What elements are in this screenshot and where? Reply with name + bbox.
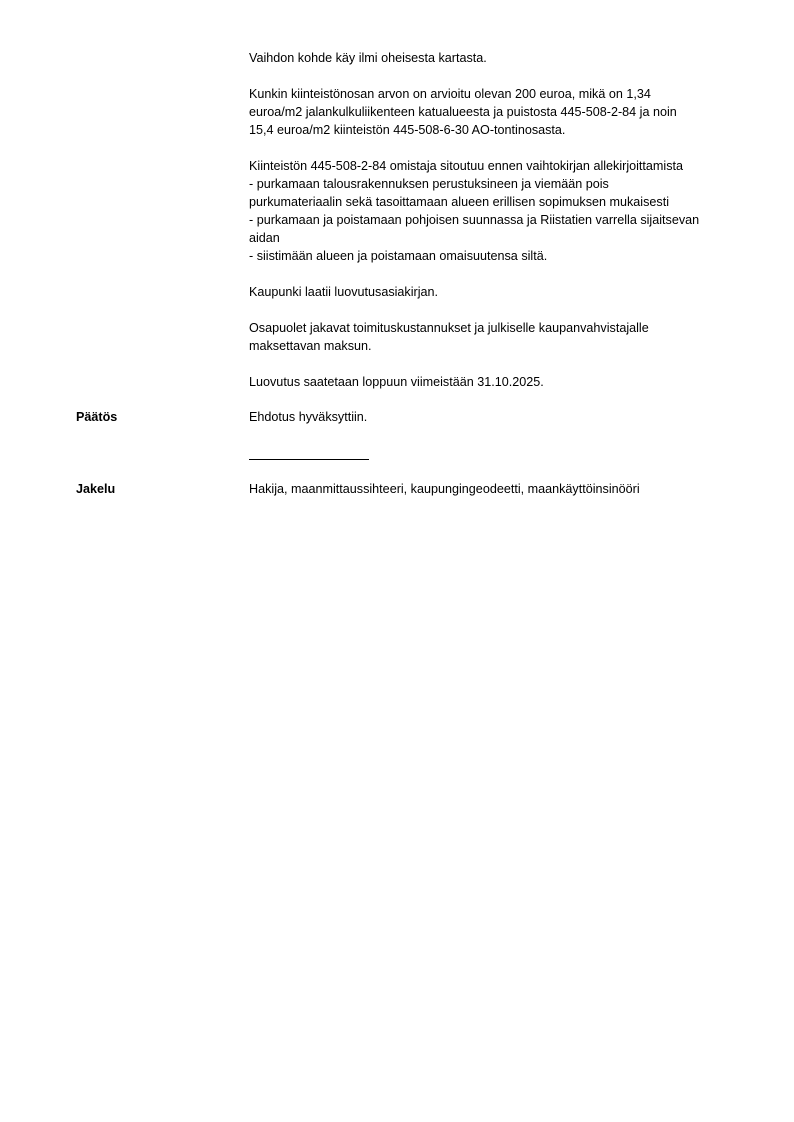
decision-text: Ehdotus hyväksyttiin.	[249, 410, 368, 424]
text-line: Vaihdon kohde käy ilmi oheisesta kartasta.	[249, 51, 487, 65]
text-line: maksettavan maksun.	[249, 339, 372, 353]
paragraph-valuation	[249, 85, 729, 139]
paragraph-conveyance-document	[249, 283, 729, 301]
text-line: Luovutus saatetaan loppuun viimeistään 31.10.2025.	[249, 375, 544, 389]
text-line: Kunkin kiinteistönosan arvon on arvioitu olevan 200 euroa, mikä on 1,34	[249, 87, 651, 101]
divider-line	[249, 459, 369, 460]
text-line: aidan	[249, 231, 280, 245]
paragraph-deadline	[249, 373, 729, 391]
text-line: - purkamaan ja poistamaan pohjoisen suunnassa ja Riistatien varrella sijaitsevan	[249, 213, 700, 227]
text-line: purkumateriaalin sekä tasoittamaan alueen erillisen sopimuksen mukaisesti	[249, 195, 670, 209]
proposal-body	[249, 49, 729, 409]
text-line: 15,4 euroa/m2 kiinteistön 445-508-6-30 AO-tontinosasta.	[249, 123, 566, 137]
paragraph-exchange-object	[249, 49, 729, 67]
text-line: euroa/m2 jalankulkuliikenteen katualueesta ja puistosta 445-508-2-84 ja noin	[249, 105, 677, 119]
paragraph-owner-obligations	[249, 157, 729, 265]
text-line: Kaupunki laatii luovutusasiakirjan.	[249, 285, 439, 299]
paragraph-costs	[249, 319, 729, 355]
text-line: - purkamaan talousrakennuksen perustuksineen ja viemään pois	[249, 177, 609, 191]
distribution-text: Hakija, maanmittaussihteeri, kaupungingeodeetti, maankäyttöinsinööri	[249, 482, 640, 496]
decision-label: Päätös	[76, 410, 118, 424]
text-line: Kiinteistön 445-508-2-84 omistaja sitoutuu ennen vaihtokirjan allekirjoittamista	[249, 159, 684, 173]
text-line: - siistimään alueen ja poistamaan omaisuutensa siltä.	[249, 249, 548, 263]
text-line: Osapuolet jakavat toimituskustannukset ja julkiselle kaupanvahvistajalle	[249, 321, 649, 335]
distribution-label: Jakelu	[76, 482, 116, 496]
